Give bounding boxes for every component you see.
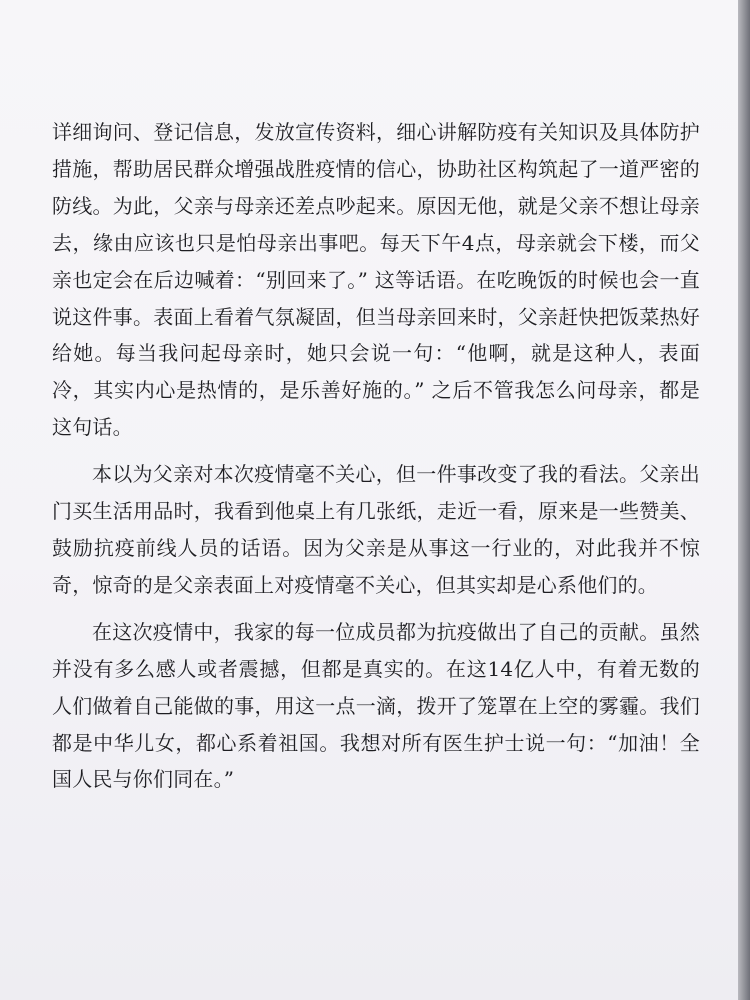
desk-edge <box>738 0 750 1000</box>
document-body <box>52 114 700 798</box>
paragraph-3: 在这次疫情中，我家的每一位成员都为抗疫做出了自己的贡献。虽然并没有多么感人或者震撼，但都是真实的。在这14亿人中，有着无数的人们做着自己能做的事，用这一点一滴，拨开了笼罩在上空的雾霾。我们都是中华儿女，都心系着祖国。我想对所有医生护士说一句：“加油！全国人民与你们同在。” <box>52 619 700 792</box>
paragraph-2: 本以为父亲对本次疫情毫不关心，但一件事改变了我的看法。父亲出门买生活用品时，我看到他桌上有几张纸，走近一看，原来是一些赞美、鼓励抗疫前线人员的话语。因为父亲是从事这一行业的，对此我并不惊奇，惊奇的是父亲表面上对疫情毫不关心，但其实却是心系他们的。 <box>52 462 700 597</box>
paragraph-1: 详细询问、登记信息，发放宣传资料，细心讲解防疫有关知识及具体防护措施，帮助居民群众增强战胜疫情的信心，协助社区构筑起了一道严密的防线。为此，父亲与母亲还差点吵起来。原因无他，就是父亲不想让母亲去，缘由应该也只是怕母亲出事吧。每天下午4点，母亲就会下楼，而父亲也定会在后边喊着：“别回来了。” 这等话语。在吃晚饭的时候也会一直说这件事。表面上看着气氛凝固，但当母亲回来时，父亲赶快把饭菜热好给她。每当我问起母亲时，她只会说一句：“他啊，就是这种人，表面冷，其实内心是热情的，是乐善好施的。” 之后不管我怎么问母亲，都是这句话。 <box>52 120 700 440</box>
